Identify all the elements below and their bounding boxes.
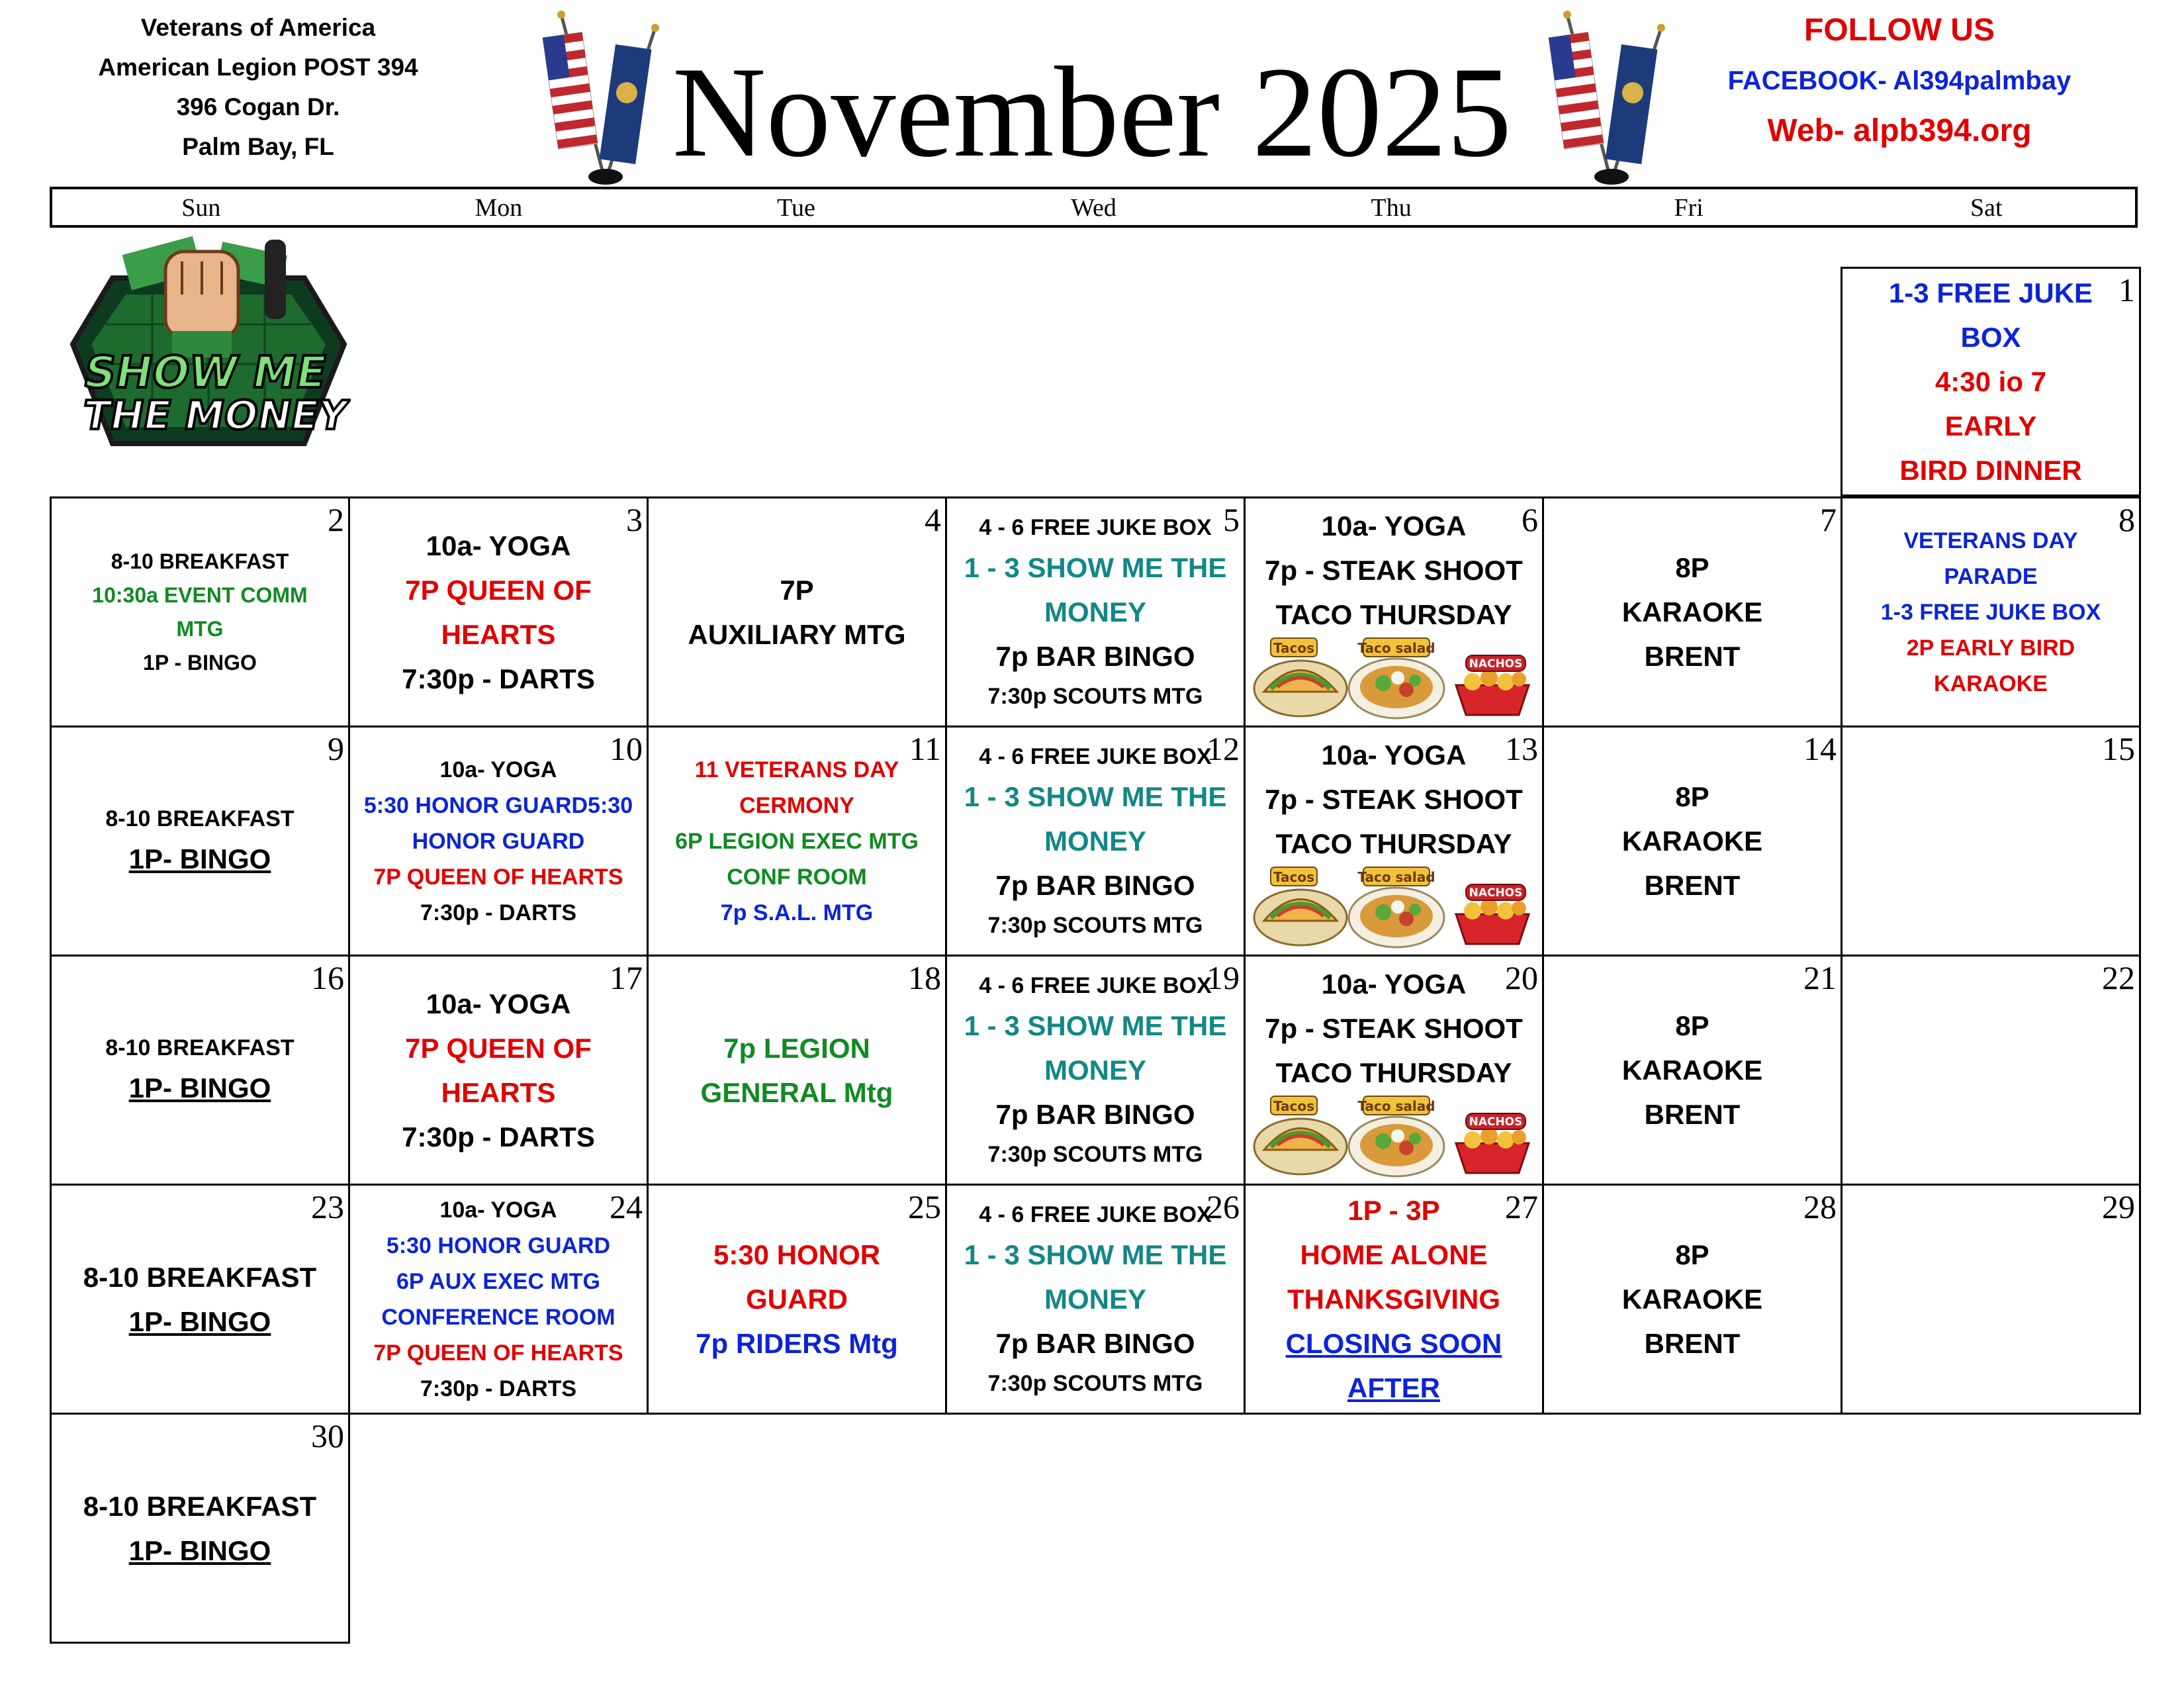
event-line: KARAOKE [1621, 596, 1763, 628]
day-events [1843, 957, 2139, 1184]
event-line: 10a- YOGA [1321, 739, 1467, 771]
event-line: 4:30 io 7 [1934, 366, 2047, 397]
event-line: 4 - 6 FREE JUKE BOX [979, 1202, 1212, 1227]
day-events [1544, 1186, 1841, 1413]
food-label: NACHOS [1469, 1115, 1523, 1129]
day-events [947, 727, 1244, 955]
day-events [1843, 498, 2139, 726]
day-number: 13 [1505, 730, 1538, 767]
event-line: 10:30a EVENT COMM [92, 583, 308, 607]
day-number: 16 [311, 959, 344, 996]
event-line: 7:30p - DARTS [402, 1121, 595, 1152]
event-line: 7p BAR BINGO [995, 870, 1195, 901]
food-label: Taco salad [1357, 640, 1435, 656]
day-number: 9 [328, 730, 344, 767]
calendar-day-cell [50, 496, 350, 727]
event-line: 7p BAR BINGO [995, 641, 1195, 672]
event-line: AUXILIARY MTG [688, 618, 906, 650]
weekday-sat: Sat [1970, 194, 2003, 222]
event-line: GUARD [746, 1284, 848, 1315]
flags-icon [529, 8, 675, 187]
event-line: KARAOKE [1621, 825, 1763, 857]
day-number: 30 [311, 1417, 344, 1454]
calendar-day-cell [348, 1184, 649, 1415]
event-line: PARADE [1944, 563, 2038, 589]
event-line: 7P [780, 574, 814, 606]
event-line: 6P AUX EXEC MTG [396, 1268, 600, 1294]
day-events [1246, 498, 1542, 633]
day-events [1246, 957, 1542, 1091]
event-line: 1 - 3 SHOW ME THE [964, 1239, 1227, 1270]
event-line: 7p BAR BINGO [995, 1328, 1195, 1359]
org-line: Palm Bay, FL [182, 133, 334, 160]
day-number: 3 [626, 501, 643, 538]
event-line: CONF ROOM [727, 864, 867, 890]
event-line: 1 - 3 SHOW ME THE [964, 1010, 1227, 1041]
day-number: 25 [908, 1188, 941, 1225]
day-number: 26 [1206, 1188, 1240, 1225]
event-line: 1 - 3 SHOW ME THE [964, 781, 1227, 812]
day-events [350, 1186, 647, 1413]
day-number: 5 [1223, 501, 1240, 538]
day-events [1246, 727, 1542, 862]
event-line: 1-3 FREE JUKE [1888, 277, 2093, 308]
event-line: HOME ALONE [1300, 1239, 1488, 1270]
event-line: BRENT [1644, 870, 1741, 901]
event-line: 1P - 3P [1347, 1195, 1440, 1226]
calendar-day-cell [1542, 496, 1843, 727]
event-line: 10a- YOGA [1321, 968, 1467, 1000]
show-me-the-money-logo [66, 232, 351, 463]
event-line: VETERANS DAY [1903, 528, 2078, 553]
calendar-day-cell [1841, 726, 2141, 957]
event-line: 7p RIDERS Mtg [696, 1328, 898, 1359]
day-events [52, 1186, 348, 1413]
day-number: 4 [925, 501, 941, 538]
day-number: 7 [1820, 501, 1837, 538]
event-line: 7:30p SCOUTS MTG [987, 1142, 1203, 1167]
day-events [1544, 957, 1841, 1184]
day-number: 21 [1803, 959, 1837, 996]
calendar-day-cell [945, 726, 1246, 957]
event-line: 10a- YOGA [426, 988, 571, 1019]
event-line: TACO THURSDAY [1275, 599, 1512, 630]
calendar-day-cell [348, 496, 649, 727]
day-number: 10 [610, 730, 643, 767]
event-line: 11 VETERANS DAY [694, 757, 899, 782]
day-events [649, 1186, 945, 1413]
org-line: Veterans of America [140, 14, 376, 41]
event-line: 1P- BINGO [128, 1534, 271, 1566]
event-line: 8P [1675, 781, 1709, 812]
day-events [1843, 727, 2139, 955]
day-number: 1 [2118, 271, 2135, 308]
event-line: THANKSGIVING [1287, 1284, 1500, 1315]
calendar-day-cell [945, 955, 1246, 1186]
calendar-day-cell [50, 1184, 350, 1415]
event-line: KARAOKE [1934, 671, 2048, 696]
event-line: BOX [1960, 322, 2021, 353]
weekday-tue: Tue [777, 194, 815, 222]
calendar-day-cell [647, 726, 947, 957]
event-line: TACO THURSDAY [1275, 1057, 1512, 1088]
day-number: 6 [1522, 501, 1538, 538]
food-label: Tacos [1273, 869, 1315, 885]
food-label: Taco salad [1357, 869, 1435, 885]
day-events [1843, 1186, 2139, 1413]
day-events [947, 957, 1244, 1184]
logo-text: SHOW ME [79, 346, 331, 398]
event-line: KARAOKE [1621, 1284, 1763, 1315]
event-line: CONFERENCE ROOM [381, 1304, 615, 1330]
food-label: NACHOS [1469, 657, 1523, 671]
event-line: 5:30 HONOR GUARD5:30 [363, 792, 633, 818]
event-line: 1P- BINGO [128, 1072, 271, 1103]
event-line: HEARTS [441, 618, 556, 650]
food-label: Tacos [1273, 640, 1315, 656]
calendar-day-cell [1244, 955, 1544, 1186]
event-line: 10a- YOGA [426, 530, 571, 561]
food-label: NACHOS [1469, 886, 1523, 900]
event-line: 8-10 BREAKFAST [111, 549, 289, 573]
day-events [1544, 727, 1841, 955]
event-line: 8P [1675, 1010, 1709, 1041]
logo-text: THE MONEY [79, 393, 351, 439]
event-line: 5:30 HONOR GUARD [386, 1233, 611, 1258]
event-line: 7p LEGION [723, 1032, 870, 1064]
event-line: MONEY [1044, 825, 1146, 857]
day-number: 22 [2102, 959, 2135, 996]
event-line: CLOSING SOON [1285, 1328, 1502, 1359]
day-number: 14 [1803, 730, 1837, 767]
follow-us-block [1655, 5, 2144, 156]
day-events [52, 498, 348, 726]
day-number: 2 [328, 501, 344, 538]
calendar-day-cell [945, 1184, 1246, 1415]
event-line: 8P [1675, 552, 1709, 583]
calendar-day-cell [50, 1413, 350, 1644]
calendar-day-cell [348, 955, 649, 1186]
event-line: 10a- YOGA [439, 757, 557, 782]
calendar-day-cell [1841, 267, 2141, 496]
website-link[interactable]: Web- alpb394.org [1767, 113, 2032, 148]
event-line: 10a- YOGA [439, 1197, 557, 1223]
event-line: 7p - STEAK SHOOT [1265, 1013, 1523, 1044]
event-line: 7p BAR BINGO [995, 1099, 1195, 1130]
food-label: Tacos [1273, 1098, 1315, 1114]
event-line: HEARTS [441, 1076, 556, 1108]
day-events [947, 498, 1244, 726]
event-line: 1P - BINGO [143, 650, 257, 675]
event-line: 10a- YOGA [1321, 510, 1467, 541]
event-line: MONEY [1044, 1055, 1146, 1086]
day-number: 18 [908, 959, 941, 996]
day-number: 17 [610, 959, 643, 996]
day-number: 19 [1206, 959, 1240, 996]
day-events [1544, 498, 1841, 726]
day-number: 29 [2102, 1188, 2135, 1225]
event-line: 1-3 FREE JUKE BOX [1880, 599, 2101, 625]
day-events [649, 957, 945, 1184]
event-line: 7P QUEEN OF HEARTS [373, 864, 623, 890]
calendar-day-cell [647, 955, 947, 1186]
event-line: 4 - 6 FREE JUKE BOX [979, 744, 1212, 769]
event-line: 8-10 BREAKFAST [105, 1035, 295, 1060]
org-line: 396 Cogan Dr. [176, 93, 340, 120]
calendar-day-cell [1841, 496, 2141, 727]
weekday-thu: Thu [1371, 194, 1412, 222]
event-line: HONOR GUARD [412, 828, 585, 854]
event-line: 7:30p - DARTS [402, 663, 595, 694]
event-line: 7P QUEEN OF [405, 1032, 592, 1064]
event-line: GENERAL Mtg [700, 1076, 893, 1108]
event-line: CERMONY [739, 792, 854, 818]
day-number: 27 [1505, 1188, 1538, 1225]
org-line: American Legion POST 394 [98, 54, 418, 81]
taco-food-icons [1251, 865, 1535, 949]
event-line: 7:30p SCOUTS MTG [987, 913, 1203, 938]
calendar-day-cell [1244, 496, 1544, 727]
event-line: 4 - 6 FREE JUKE BOX [979, 515, 1212, 540]
event-line: 6P LEGION EXEC MTG [675, 828, 919, 854]
event-line: BRENT [1644, 1328, 1741, 1359]
day-number: 15 [2102, 730, 2135, 767]
event-line: BRENT [1644, 641, 1741, 672]
event-line: 7:30p SCOUTS MTG [987, 1371, 1203, 1396]
follow-us-heading: FOLLOW US [1804, 13, 1995, 48]
event-line: 7p - STEAK SHOOT [1265, 555, 1523, 586]
event-line: MONEY [1044, 596, 1146, 628]
day-events [947, 1186, 1244, 1413]
food-label: Taco salad [1357, 1098, 1435, 1114]
event-line: 7:30p SCOUTS MTG [987, 684, 1203, 709]
weekday-wed: Wed [1071, 194, 1116, 222]
event-line: 8-10 BREAKFAST [83, 1261, 317, 1293]
event-line: BRENT [1644, 1099, 1741, 1130]
day-number: 28 [1803, 1188, 1837, 1225]
day-number: 24 [610, 1188, 643, 1225]
calendar-day-cell [348, 726, 649, 957]
day-events [52, 1415, 348, 1642]
calendar-day-cell [50, 726, 350, 957]
calendar-day-cell [647, 1184, 947, 1415]
event-line: MONEY [1044, 1284, 1146, 1315]
calendar-day-cell [1542, 955, 1843, 1186]
event-line: 2P EARLY BIRD [1906, 635, 2075, 661]
event-line: 7p S.A.L. MTG [720, 900, 874, 925]
weekday-mon: Mon [475, 194, 523, 222]
event-line: BIRD DINNER [1899, 455, 2082, 486]
event-line: TACO THURSDAY [1275, 828, 1512, 859]
calendar-day-cell [1542, 1184, 1843, 1415]
weekday-fri: Fri [1674, 194, 1704, 222]
event-line: 1 - 3 SHOW ME THE [964, 552, 1227, 583]
event-line: 1P- BINGO [128, 843, 271, 874]
day-number: 11 [909, 730, 941, 767]
calendar-day-cell [1542, 726, 1843, 957]
day-events [52, 957, 348, 1184]
taco-food-icons [1251, 635, 1535, 720]
day-events [350, 727, 647, 955]
calendar-day-cell [1841, 955, 2141, 1186]
weekday-header [50, 187, 2138, 228]
calendar-day-cell [50, 955, 350, 1186]
day-events [52, 727, 348, 955]
day-number: 8 [2118, 501, 2135, 538]
event-line: 7p - STEAK SHOOT [1265, 784, 1523, 815]
event-line: EARLY [1944, 410, 2037, 442]
event-line: 7:30p - DARTS [420, 1376, 577, 1401]
day-number: 20 [1505, 959, 1538, 996]
calendar-day-cell [1841, 1184, 2141, 1415]
taco-food-icons [1251, 1094, 1535, 1178]
weekday-sun: Sun [181, 194, 221, 222]
organization-info [40, 8, 477, 167]
day-events [1843, 269, 2139, 494]
calendar-day-cell [647, 496, 947, 727]
event-line: AFTER [1347, 1372, 1440, 1403]
event-line: 4 - 6 FREE JUKE BOX [979, 973, 1212, 998]
day-events [350, 957, 647, 1184]
calendar-day-cell [1244, 726, 1544, 957]
day-events [649, 498, 945, 726]
day-number: 12 [1206, 730, 1240, 767]
event-line: MTG [176, 616, 224, 641]
event-line: 7P QUEEN OF [405, 574, 592, 606]
calendar-day-cell [945, 496, 1246, 727]
event-line: 8-10 BREAKFAST [83, 1490, 317, 1522]
calendar-day-cell [1244, 1184, 1544, 1415]
event-line: 8P [1675, 1239, 1709, 1270]
event-line: 7P QUEEN OF HEARTS [373, 1340, 623, 1366]
day-events [350, 498, 647, 726]
event-line: 8-10 BREAKFAST [105, 806, 295, 831]
day-events [1246, 1186, 1542, 1413]
month-title: November 2025 [672, 40, 1512, 184]
event-line: KARAOKE [1621, 1055, 1763, 1086]
day-number: 23 [311, 1188, 344, 1225]
facebook-link[interactable]: FACEBOOK- Al394palmbay [1727, 66, 2071, 95]
event-line: 7:30p - DARTS [420, 900, 577, 925]
event-line: 1P- BINGO [128, 1305, 271, 1337]
event-line: 5:30 HONOR [713, 1239, 881, 1270]
day-events [649, 727, 945, 955]
